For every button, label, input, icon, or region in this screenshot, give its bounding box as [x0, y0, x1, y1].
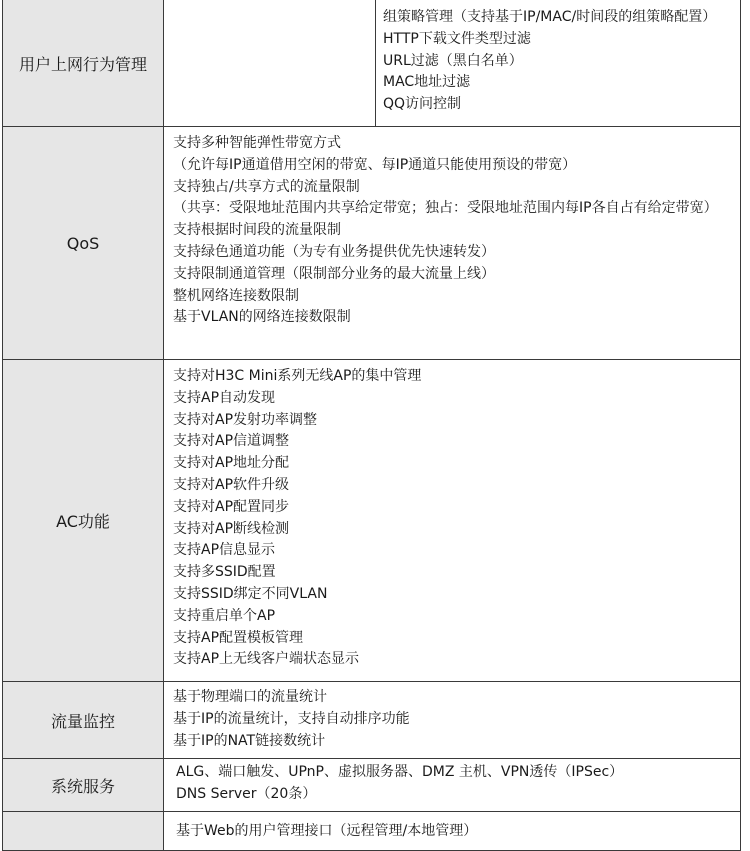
row-content-traffic-monitor: [163, 681, 741, 759]
content-line: 支持AP上无线客户端状态显示: [173, 651, 360, 668]
content-line: 组策略管理（支持基于IP/MAC/时间段的组策略配置）: [383, 9, 717, 25]
content-line: 支持重启单个AP: [173, 607, 276, 624]
content-line: 支持绿色通道功能（为专有业务提供优先快速转发）: [173, 243, 495, 260]
row-label-management: [2, 811, 164, 851]
content-line: 基于物理端口的流量统计: [173, 689, 327, 705]
content-line: ALG、端口触发、UPnP、虚拟服务器、DMZ 主机、VPN透传（IPSec）: [176, 764, 624, 780]
content-line: DNS Server（20条）: [176, 785, 317, 802]
row-label-text: 系统服务: [50, 776, 115, 796]
content-line: 基于VLAN的网络连接数限制: [173, 309, 351, 326]
row-content-user-behavior: [375, 0, 741, 127]
row-label-text: AC功能: [56, 512, 110, 531]
content-line: 支持对AP软件升级: [173, 476, 290, 493]
row-label-text: QoS: [66, 233, 100, 253]
row-label-user-behavior: [2, 0, 164, 127]
content-line: 支持根据时间段的流量限制: [173, 222, 341, 239]
content-line: 支持对AP发射功率调整: [173, 411, 318, 428]
content-line: QQ访问控制: [383, 96, 462, 113]
content-line: （共享：受限地址范围内共享给定带宽；独占：受限地址范围内每IP各自占有给定带宽）: [173, 200, 718, 217]
content-line: 基于IP的NAT链接数统计: [173, 732, 326, 749]
content-line: MAC地址过滤: [383, 74, 471, 91]
row-content-management: [163, 811, 741, 851]
content-line: 支持AP配置模板管理: [173, 629, 304, 646]
content-line: 基于Web的用户管理接口（远程管理/本地管理）: [176, 823, 478, 839]
row-label-ac: [2, 359, 164, 682]
content-line: HTTP下载文件类型过滤: [383, 30, 531, 47]
content-line: 支持SSID绑定不同VLAN: [173, 585, 328, 602]
content-line: 支持多种智能弹性带宽方式: [173, 135, 341, 151]
content-line: 支持AP信息显示: [173, 542, 276, 559]
content-line: 支持对AP地址分配: [173, 455, 290, 472]
content-line: 支持对AP信道调整: [173, 433, 290, 450]
content-line: （允许每IP通道借用空闲的带宽、每IP通道只能使用预设的带宽）: [173, 156, 577, 173]
content-line: 支持独占/共享方式的流量限制: [173, 178, 360, 195]
content-line: 支持限制通道管理（限制部分业务的最大流量上线）: [173, 265, 495, 282]
row-content-ac: [163, 359, 741, 682]
row-label-traffic-monitor: [2, 681, 164, 759]
content-line: 基于IP的流量统计，支持自动排序功能: [173, 710, 410, 727]
row-label-text: 用户上网行为管理: [18, 54, 147, 74]
row-blank-cell: [163, 0, 376, 127]
content-line: 整机网络连接数限制: [173, 287, 299, 304]
row-label-system-service: [2, 758, 164, 812]
content-line: 支持对AP配置同步: [173, 498, 290, 515]
content-line: 支持对AP断线检测: [173, 520, 290, 537]
content-line: 支持AP自动发现: [173, 389, 276, 406]
row-label-qos: [2, 126, 164, 360]
content-line: URL过滤（黑白名单）: [383, 52, 523, 69]
content-line: 支持多SSID配置: [173, 564, 276, 581]
row-content-qos: [163, 126, 741, 360]
row-content-system-service: [163, 758, 741, 812]
content-line: 支持对H3C Mini系列无线AP的集中管理: [173, 368, 422, 384]
row-label-text: 流量监控: [50, 711, 115, 731]
